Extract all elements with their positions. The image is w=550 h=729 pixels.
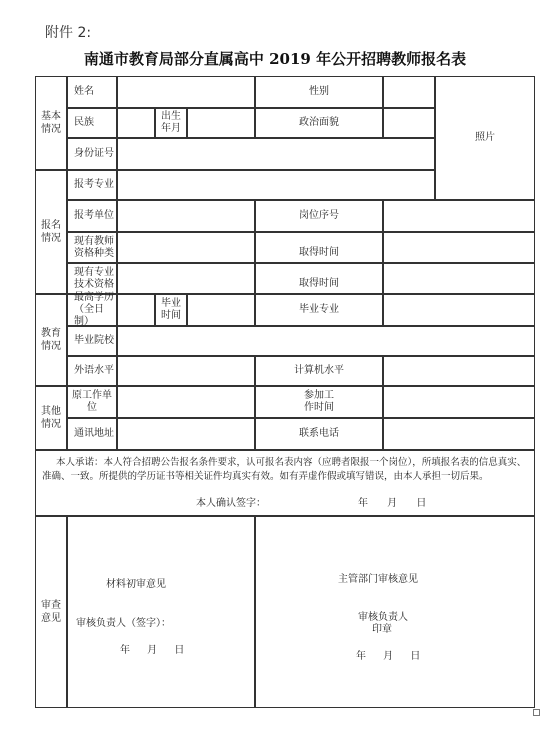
label-tech-cert: 现有专业技术资格 bbox=[67, 263, 117, 294]
pledge-text: 本人承诺：本人符合招聘公告报名条件要求，认可报名表内容（应聘者限报一个岗位），所填报名表的信息真实、准确、一致。所提供的学历证书等相关证件均真实有效。如有弄虚作假或填写错误，由本人承担一切后果。 bbox=[42, 457, 527, 482]
label-post-number: 岗位序号 bbox=[255, 200, 383, 232]
value-id-number[interactable] bbox=[117, 138, 435, 170]
page-corner-mark bbox=[533, 709, 540, 716]
label-degree: 最高学历（全日制） bbox=[67, 294, 117, 326]
dept-reviewer: 审核负责人 bbox=[358, 612, 408, 623]
value-address[interactable] bbox=[117, 418, 255, 450]
section-other: 其他情况 bbox=[35, 386, 67, 450]
label-original-unit: 原工作单位 bbox=[67, 386, 117, 418]
label-address: 通讯地址 bbox=[67, 418, 117, 450]
attachment-label: 附件 2: bbox=[45, 25, 92, 41]
value-name[interactable] bbox=[117, 76, 255, 108]
section-review: 审查意见 bbox=[35, 516, 67, 708]
section-apply: 报名情况 bbox=[35, 170, 67, 294]
initial-review-label: 材料初审意见 bbox=[106, 579, 166, 590]
value-teacher-cert[interactable] bbox=[117, 232, 255, 263]
label-work-start: 参加工作时间 bbox=[255, 386, 383, 418]
initial-reviewer-sign: 审核负责人（签字）： bbox=[76, 618, 171, 629]
value-foreign-language[interactable] bbox=[117, 356, 255, 386]
value-post-number[interactable] bbox=[383, 200, 535, 232]
label-photo[interactable]: 照片 bbox=[435, 76, 535, 200]
label-computer-level: 计算机水平 bbox=[255, 356, 383, 386]
label-grad-major: 毕业专业 bbox=[255, 294, 383, 326]
value-tech-cert[interactable] bbox=[117, 263, 255, 294]
label-school: 毕业院校 bbox=[67, 326, 117, 356]
label-political: 政治面貌 bbox=[255, 108, 383, 138]
label-major: 报考专业 bbox=[67, 170, 117, 200]
section-edu: 教育情况 bbox=[35, 294, 67, 386]
pledge-section bbox=[35, 450, 535, 516]
value-obtain-time-1[interactable] bbox=[383, 232, 535, 263]
value-birth[interactable] bbox=[187, 108, 255, 138]
label-ethnicity: 民族 bbox=[67, 108, 117, 138]
pledge-date: 年 月 日 bbox=[358, 498, 427, 509]
value-school[interactable] bbox=[117, 326, 535, 356]
label-obtain-time-1: 取得时间 bbox=[255, 232, 383, 263]
label-phone: 联系电话 bbox=[255, 418, 383, 450]
registration-form bbox=[35, 76, 535, 708]
initial-review-box[interactable] bbox=[67, 516, 255, 708]
dept-seal: 印章 bbox=[372, 624, 392, 635]
label-birth: 出生年月 bbox=[155, 108, 187, 138]
form-title: 南通市教育局部分直属高中 2019 年公开招聘教师报名表 bbox=[83, 50, 467, 68]
dept-review-label: 主管部门审核意见 bbox=[338, 574, 418, 585]
section-basic: 基本情况 bbox=[35, 76, 67, 170]
label-id-number: 身份证号 bbox=[67, 138, 117, 170]
value-unit[interactable] bbox=[117, 200, 255, 232]
label-obtain-time-2: 取得时间 bbox=[255, 263, 383, 294]
value-ethnicity[interactable] bbox=[117, 108, 155, 138]
value-political[interactable] bbox=[383, 108, 435, 138]
value-gender[interactable] bbox=[383, 76, 435, 108]
value-degree[interactable] bbox=[117, 294, 155, 326]
label-foreign-language: 外语水平 bbox=[67, 356, 117, 386]
label-gender: 性别 bbox=[255, 76, 383, 108]
dept-review-box[interactable] bbox=[255, 516, 535, 708]
value-grad-time[interactable] bbox=[187, 294, 255, 326]
value-phone[interactable] bbox=[383, 418, 535, 450]
initial-review-date: 年 月 日 bbox=[120, 645, 185, 656]
pledge-sign-label[interactable]: 本人确认签字： bbox=[196, 498, 266, 509]
dept-review-date: 年 月 日 bbox=[356, 651, 421, 662]
label-grad-time: 毕业时间 bbox=[155, 294, 187, 326]
value-major[interactable] bbox=[117, 170, 435, 200]
value-original-unit[interactable] bbox=[117, 386, 255, 418]
label-name: 姓名 bbox=[67, 76, 117, 108]
value-computer-level[interactable] bbox=[383, 356, 535, 386]
value-grad-major[interactable] bbox=[383, 294, 535, 326]
label-unit: 报考单位 bbox=[67, 200, 117, 232]
label-teacher-cert: 现有教师资格种类 bbox=[67, 232, 117, 263]
value-work-start[interactable] bbox=[383, 386, 535, 418]
value-obtain-time-2[interactable] bbox=[383, 263, 535, 294]
